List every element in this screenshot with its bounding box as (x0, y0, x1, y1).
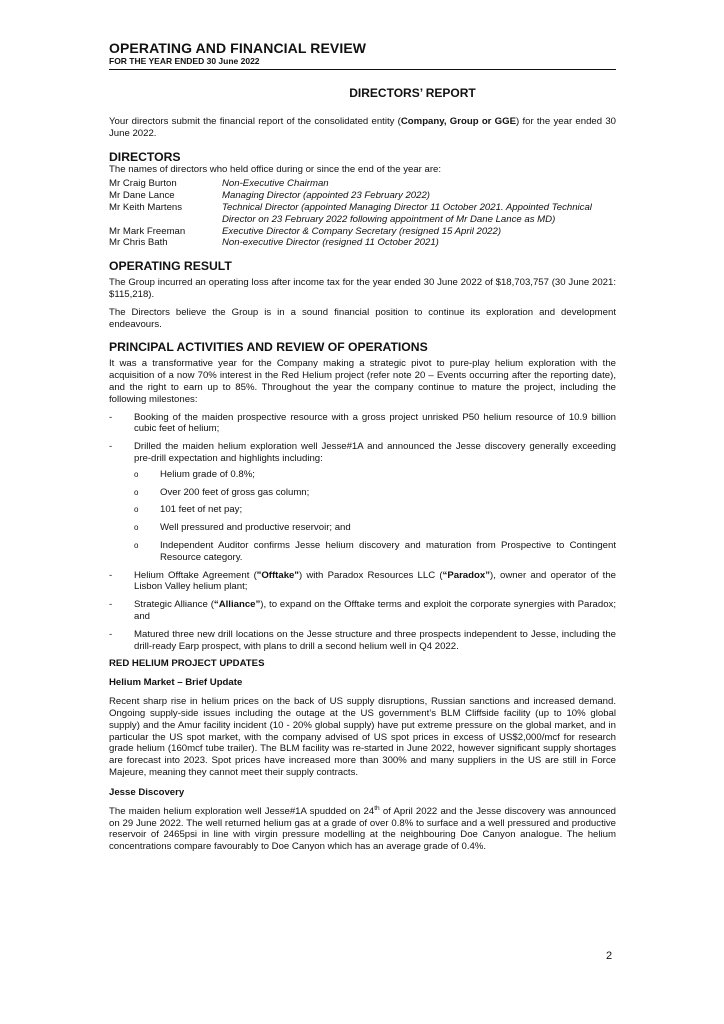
operating-result-p2: The Directors believe the Group is in a sound financial position to continue its exploration and development endeavours. (109, 306, 616, 330)
director-role: Non-executive Director (resigned 11 October 2021) (222, 237, 439, 249)
directors-intro: The names of directors who held office during or since the end of the year are: (109, 163, 442, 175)
helium-market-paragraph: Recent sharp rise in helium prices on the back of US supply disruptions, Russian sanctions and increased demand. Ongoing supply-side issues including the outage at the US government’s BLM Cliffside facility (up to 10% global supply) and the Amur facility incident (10 - 20% global supply) have put extreme pressure on the global market, and in particular the US spot market, with the company advised of US spot prices in excess of US$2,000/mcf for research grade helium (160mcf tube trailer). The BLM facility was re-started in June 2022, however significant supply shortages are forecast into 2023. Spot prices have increased more than 300% and many suppliers in the US are still in Force Majeure, meaning they cannot meet their supply contracts. (109, 696, 616, 779)
circle-bullet: o (134, 540, 139, 550)
director-row (109, 226, 616, 238)
header-title: OPERATING AND FINANCIAL REVIEW (109, 40, 367, 56)
director-name: Mr Keith Martens (109, 201, 183, 213)
principal-activities-p1: It was a transformative year for the Company making a strategic pivot to pure-play helium exploration with the acquisition of a now 70% interest in the Red Helium project (refer note 20 – Events occurring after the reporting date), and the right to earn up to 85%. Throughout the year the company continue to mature the project, including the following milestones: (109, 358, 616, 405)
director-row (109, 237, 616, 249)
directors-list (109, 178, 616, 249)
page-number: 2 (606, 950, 613, 962)
director-role: Non-Executive Chairman (222, 178, 329, 190)
list-item: - Strategic Alliance (“Alliance”), to expand on the Offtake terms and exploit the corporate synergies with Paradox; and (109, 599, 617, 622)
circle-bullet: o (134, 487, 139, 497)
red-helium-heading: RED HELIUM PROJECT UPDATES (109, 658, 265, 670)
principal-activities-heading: PRINCIPAL ACTIVITIES AND REVIEW OF OPERATIONS (109, 340, 428, 355)
report-title: DIRECTORS’ REPORT (349, 86, 476, 100)
sub-list-item: o Over 200 feet of gross gas column; (134, 486, 310, 498)
red-helium-section (109, 658, 616, 853)
highlights-list (134, 469, 616, 564)
circle-bullet: o (134, 505, 139, 515)
jesse-discovery-heading: Jesse Discovery (109, 786, 185, 798)
dash-bullet: - (109, 628, 113, 640)
directors-section (109, 150, 616, 250)
director-row (109, 202, 616, 226)
header-subtitle: FOR THE YEAR ENDED 30 June 2022 (109, 56, 260, 66)
helium-market-heading: Helium Market – Brief Update (109, 677, 243, 689)
page-header (109, 40, 616, 70)
sub-list-item: o Well pressured and productive reservoir; and (134, 522, 351, 534)
director-role: Technical Director (appointed Managing Director 11 October 2021. Appointed Technical Director on 23 February 2022 following appointment of Mr Dane Lance as MD) (222, 201, 592, 225)
header-rule (109, 69, 616, 70)
list-item: - Drilled the maiden helium exploration well Jesse#1A and announced the Jesse discovery generally exceeding pre-drill expectation and highlights including: o Helium grade of 0.8%; o Over 200 feet of gross gas column; o 101 feet of net pay; o Well pressured and productive reservoir; and o Independent Auditor confirms Jesse helium discovery and maturation from Prospective to Contingent Resource category. (109, 441, 616, 563)
list-item: - Booking of the maiden prospective resource with a gross project unrisked P50 helium resource of 10.9 billion cubic feet of helium; (109, 411, 616, 435)
dash-bullet: - (109, 569, 113, 581)
document-page (109, 40, 616, 859)
operating-result-p1: The Group incurred an operating loss after income tax for the year ended 30 June 2022 of $18,703,757 (30 June 2021: $115,218). (109, 277, 616, 300)
sub-list-item: o 101 feet of net pay; (134, 504, 243, 516)
intro-paragraph: Your directors submit the financial report of the consolidated entity (Company, Group or GGE) for the year ended 30 June 2022. (109, 116, 616, 139)
director-role: Managing Director (appointed 23 February 2022) (222, 190, 430, 202)
circle-bullet: o (134, 523, 139, 533)
director-role: Executive Director & Company Secretary (resigned 15 April 2022) (222, 225, 502, 237)
directors-heading: DIRECTORS (109, 149, 181, 164)
director-name: Mr Chris Bath (109, 237, 168, 249)
list-item: - Matured three new drill locations on the Jesse structure and three prospects independent to Jesse, including the drill-ready Earp prospect, with plans to drill a second helium well in Q4 2022. (109, 628, 616, 652)
dash-bullet: - (109, 599, 113, 611)
director-name: Mr Craig Burton (109, 178, 177, 190)
list-item: - Helium Offtake Agreement ("Offtake") with Paradox Resources LLC (“Paradox”), owner and operator of the Lisbon Valley helium plant; (109, 569, 617, 593)
jesse-discovery-paragraph: The maiden helium exploration well Jesse#1A spudded on 24th of April 2022 and the Jesse discovery was announced on 29 June 2022. The well returned helium gas at a grade of over 0.8% to surface and a well pressured and productive reservoir of 2465psi in line with virgin pressure modelling at the neighbouring Doe Canyon analogue. The helium concentrations compare favourably to Doe Canyon which has an average grade of 0.4%. (109, 804, 616, 853)
director-row (109, 190, 616, 202)
director-row (109, 178, 616, 190)
sub-list-item: o Helium grade of 0.8%; (134, 468, 255, 480)
principal-activities-section (109, 340, 616, 652)
sub-list-item: o Independent Auditor confirms Jesse helium discovery and maturation from Prospective to Contingent Resource category. (134, 539, 616, 563)
operating-result-section (109, 259, 616, 330)
director-name: Mr Mark Freeman (109, 225, 186, 237)
director-name: Mr Dane Lance (109, 190, 175, 202)
circle-bullet: o (134, 469, 139, 479)
operating-result-heading: OPERATING RESULT (109, 259, 232, 274)
dash-bullet: - (109, 441, 113, 453)
milestones-list (109, 412, 616, 653)
dash-bullet: - (109, 411, 113, 423)
